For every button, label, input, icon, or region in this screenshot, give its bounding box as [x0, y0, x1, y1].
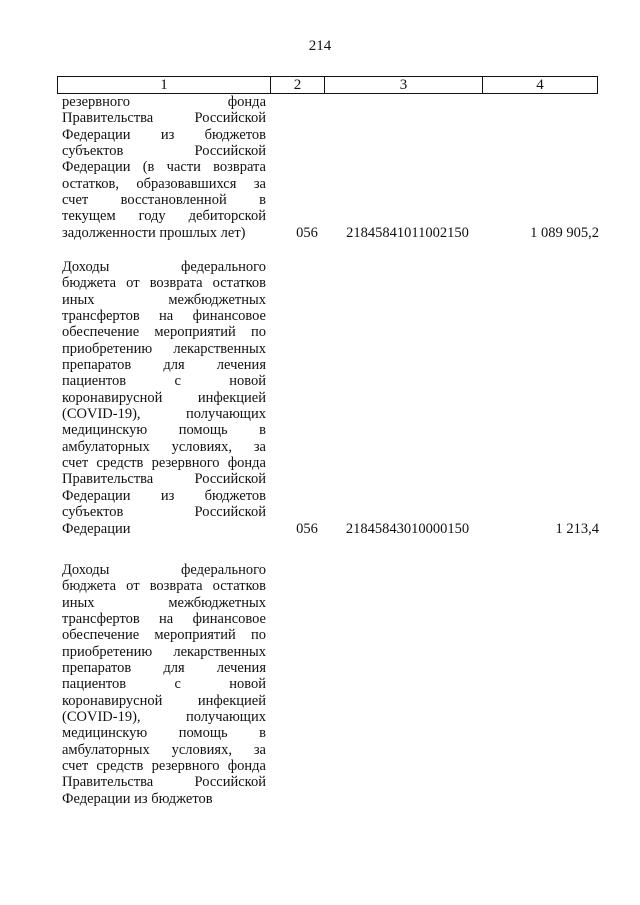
description-line: Федерации из бюджетов — [62, 790, 213, 807]
table-row — [62, 259, 599, 537]
row-description — [62, 94, 266, 241]
description-line: пациентов с новой — [62, 373, 266, 390]
header-col-1: 1 — [58, 77, 271, 93]
description-line: медицинскую помощь в — [62, 422, 266, 439]
row-description — [62, 562, 266, 807]
description-line: обеспечение мероприятий по — [62, 627, 266, 644]
description-line: Правительства Российской — [62, 471, 266, 488]
description-line: иных межбюджетных — [62, 594, 266, 611]
description-line: иных межбюджетных — [62, 291, 266, 308]
description-line: препаратов для лечения — [62, 660, 266, 677]
description-line: амбулаторных условиях, за — [62, 741, 266, 758]
amount: 1 213,4 — [555, 520, 599, 537]
description-line: Правительства Российской — [62, 110, 266, 127]
row-description — [62, 259, 266, 537]
description-line: бюджета от возврата остатков — [62, 578, 266, 595]
table-header — [57, 76, 598, 94]
description-line: субъектов Российской — [62, 143, 266, 160]
description-line: (COVID-19), получающих — [62, 406, 266, 423]
description-line: приобретению лекарственных — [62, 340, 266, 357]
row-values — [62, 791, 599, 807]
description-line: коронавирусной инфекцией — [62, 389, 266, 406]
description-line: Правительства Российской — [62, 774, 266, 791]
page-number: 214 — [308, 38, 332, 54]
budget-code: 21845841011002150 — [346, 224, 469, 241]
description-line: бюджета от возврата остатков — [62, 275, 266, 292]
description-line: задолженности прошлых лет) — [62, 224, 246, 241]
description-line: счет средств резервного фонда — [62, 758, 266, 775]
admin-code: 056 — [296, 520, 318, 537]
description-line: счет восстановленной в — [62, 192, 266, 209]
description-line: остатков, образовавшихся за — [62, 175, 266, 192]
description-line: счет средств резервного фонда — [62, 455, 266, 472]
description-line: Доходы федерального — [62, 259, 266, 275]
header-col-2: 2 — [271, 77, 325, 93]
description-line: приобретению лекарственных — [62, 643, 266, 660]
description-line: Федерации (в части возврата — [62, 159, 266, 176]
amount: 1 089 905,2 — [530, 224, 599, 241]
description-line: резервного фонда — [62, 94, 266, 110]
description-line: текущем году дебиторской — [62, 208, 266, 225]
description-line: коронавирусной инфекцией — [62, 692, 266, 709]
table-row — [62, 94, 599, 241]
description-line: обеспечение мероприятий по — [62, 324, 266, 341]
admin-code: 056 — [296, 224, 318, 241]
budget-code: 21845843010000150 — [345, 520, 470, 537]
description-line: трансфертов на финансовое — [62, 611, 266, 628]
header-col-3: 3 — [325, 77, 483, 93]
description-line: трансфертов на финансовое — [62, 308, 266, 325]
description-line: медицинскую помощь в — [62, 725, 266, 742]
table-row — [62, 562, 599, 807]
description-line: Доходы федерального — [62, 562, 266, 578]
description-line: амбулаторных условиях, за — [62, 438, 266, 455]
row-values — [62, 521, 599, 537]
description-line: Федерации — [62, 520, 131, 537]
description-line: Федерации из бюджетов — [62, 487, 266, 504]
description-line: препаратов для лечения — [62, 357, 266, 374]
description-line: пациентов с новой — [62, 676, 266, 693]
row-values — [62, 225, 599, 241]
description-line: субъектов Российской — [62, 504, 266, 521]
header-col-4: 4 — [536, 77, 544, 93]
description-line: Федерации из бюджетов — [62, 126, 266, 143]
description-line: (COVID-19), получающих — [62, 709, 266, 726]
